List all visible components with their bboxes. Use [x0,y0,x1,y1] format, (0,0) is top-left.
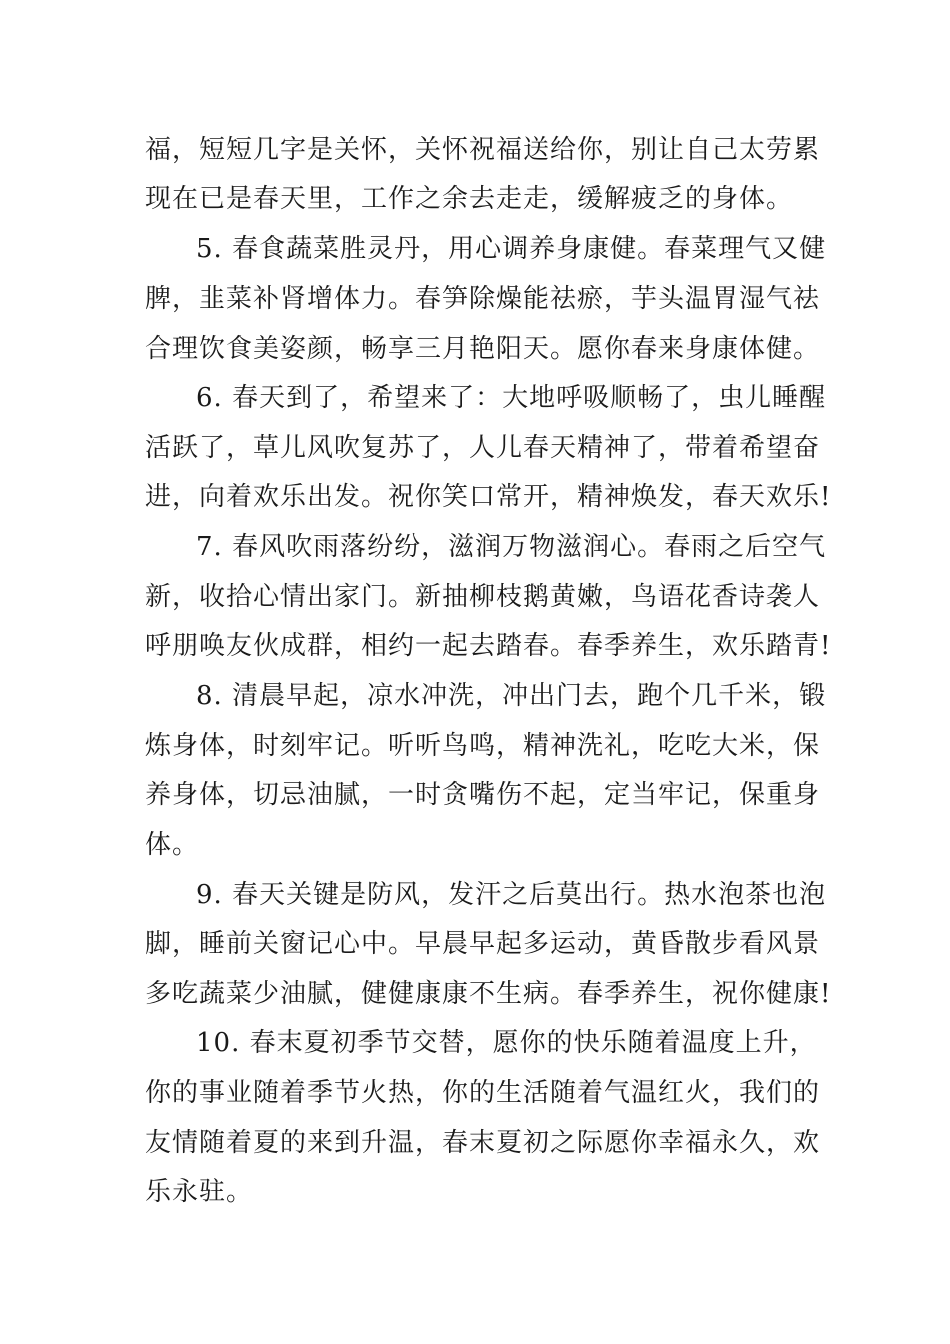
list-item-6-line: 6. 春天到了，希望来了：大地呼吸顺畅了，虫儿睡醒 [196,383,827,413]
text-line: 福，短短几字是关怀，关怀祝福送给你，别让自己太劳累 [145,135,821,165]
list-item-10-line: 10. 春末夏初季节交替，愿你的快乐随着温度上升， [196,1028,817,1058]
text-line: 你的事业随着季节火热，你的生活随着气温红火，我们的 [145,1078,821,1108]
text-line: 脚，睡前关窗记心中。早晨早起多运动，黄昏散步看风景 [145,929,821,959]
text-line: 养身体，切忌油腻，一时贪嘴伤不起，定当牢记，保重身 [145,780,821,810]
text-line: 脾，韭菜补肾增体力。春笋除燥能祛瘀，芋头温胃湿气祛 [145,284,821,314]
text-line: 新，收拾心情出家门。新抽柳枝鹅黄嫩，鸟语花香诗袭人 [145,582,821,612]
text-line: 乐永驻。 [145,1177,254,1207]
text-line: 进，向着欢乐出发。祝你笑口常开，精神焕发，春天欢乐! [145,482,832,512]
text-line: 合理饮食美姿颜，畅享三月艳阳天。愿你春来身康体健。 [145,334,821,364]
text-line: 友情随着夏的来到升温，春末夏初之际愿你幸福永久，欢 [145,1128,821,1158]
list-item-7-line: 7. 春风吹雨落纷纷，滋润万物滋润心。春雨之后空气 [196,532,827,562]
list-item-5-line: 5. 春食蔬菜胜灵丹，用心调养身康健。春菜理气又健 [196,234,827,264]
text-line: 呼朋唤友伙成群，相约一起去踏春。春季养生，欢乐踏青! [145,631,832,661]
text-line: 体。 [145,830,200,860]
text-line: 活跃了，草儿风吹复苏了，人儿春天精神了，带着希望奋 [145,433,821,463]
list-item-8-line: 8. 清晨早起，凉水冲洗，冲出门去，跑个几千米，锻 [196,681,827,711]
list-item-9-line: 9. 春天关键是防风，发汗之后莫出行。热水泡茶也泡 [196,880,827,910]
text-line: 现在已是春天里，工作之余去走走，缓解疲乏的身体。 [145,184,794,214]
text-line: 多吃蔬菜少油腻，健健康康不生病。春季养生，祝你健康! [145,979,832,1009]
text-line: 炼身体，时刻牢记。听听鸟鸣，精神洗礼，吃吃大米，保 [145,731,821,761]
